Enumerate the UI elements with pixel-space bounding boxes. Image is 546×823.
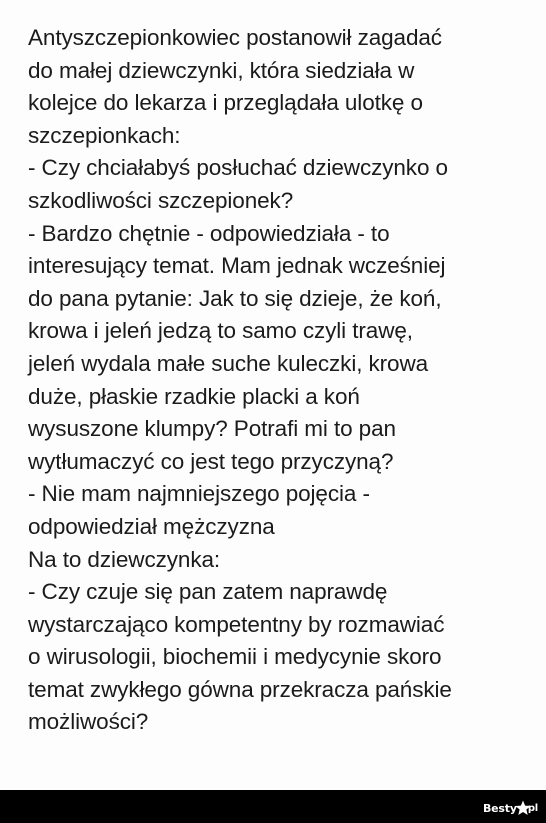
logo-domain: pl xyxy=(527,802,538,814)
text-line: odpowiedział mężczyzna xyxy=(28,513,275,539)
text-line: szczepionkach: xyxy=(28,122,181,148)
text-line: szkodliwości szczepionek? xyxy=(28,187,294,213)
text-line: - Czy chciałabyś posłuchać dziewczynko o xyxy=(28,155,448,181)
text-line: - Nie mam najmniejszego pojęcia - xyxy=(28,481,370,507)
text-line: Antyszczepionkowiec postanowił zagadać xyxy=(28,25,442,50)
text-line: do pana pytanie: Jak to się dzieje, że koń, xyxy=(28,285,442,311)
text-line: wytłumaczyć co jest tego przyczyną? xyxy=(28,448,394,474)
text-line: - Czy czuje się pan zatem naprawdę xyxy=(28,579,388,605)
text-line: temat zwykłego gówna przekracza pańskie xyxy=(28,676,452,702)
text-line: jeleń wydala małe suche kuleczki, krowa xyxy=(28,350,429,376)
text-line: krowa i jeleń jedzą to samo czyli trawę, xyxy=(28,318,413,344)
text-line: wysuszone klumpy? Potrafi mi to pan xyxy=(28,416,396,442)
text-line: do małej dziewczynki, która siedziała w xyxy=(28,57,415,83)
logo-text: Besty xyxy=(482,801,517,815)
watermark-bar xyxy=(0,790,546,823)
text-line: - Bardzo chętnie - odpowiedziała - to xyxy=(28,220,390,246)
text-line: kolejce do lekarza i przeglądała ulotkę o xyxy=(28,90,423,116)
joke-text xyxy=(28,22,538,739)
text-line: wystarczająco kompetentny by rozmawiać xyxy=(28,611,445,637)
text-line: możliwości? xyxy=(28,709,149,735)
besty-logo[interactable] xyxy=(483,799,538,817)
text-line: interesujący temat. Mam jednak wcześniej xyxy=(28,253,446,279)
text-line: Na to dziewczynka: xyxy=(28,546,221,572)
text-line: o wirusologii, biochemii i medycynie skoro xyxy=(28,644,442,670)
text-line: duże, płaskie rzadkie placki a koń xyxy=(28,383,360,409)
